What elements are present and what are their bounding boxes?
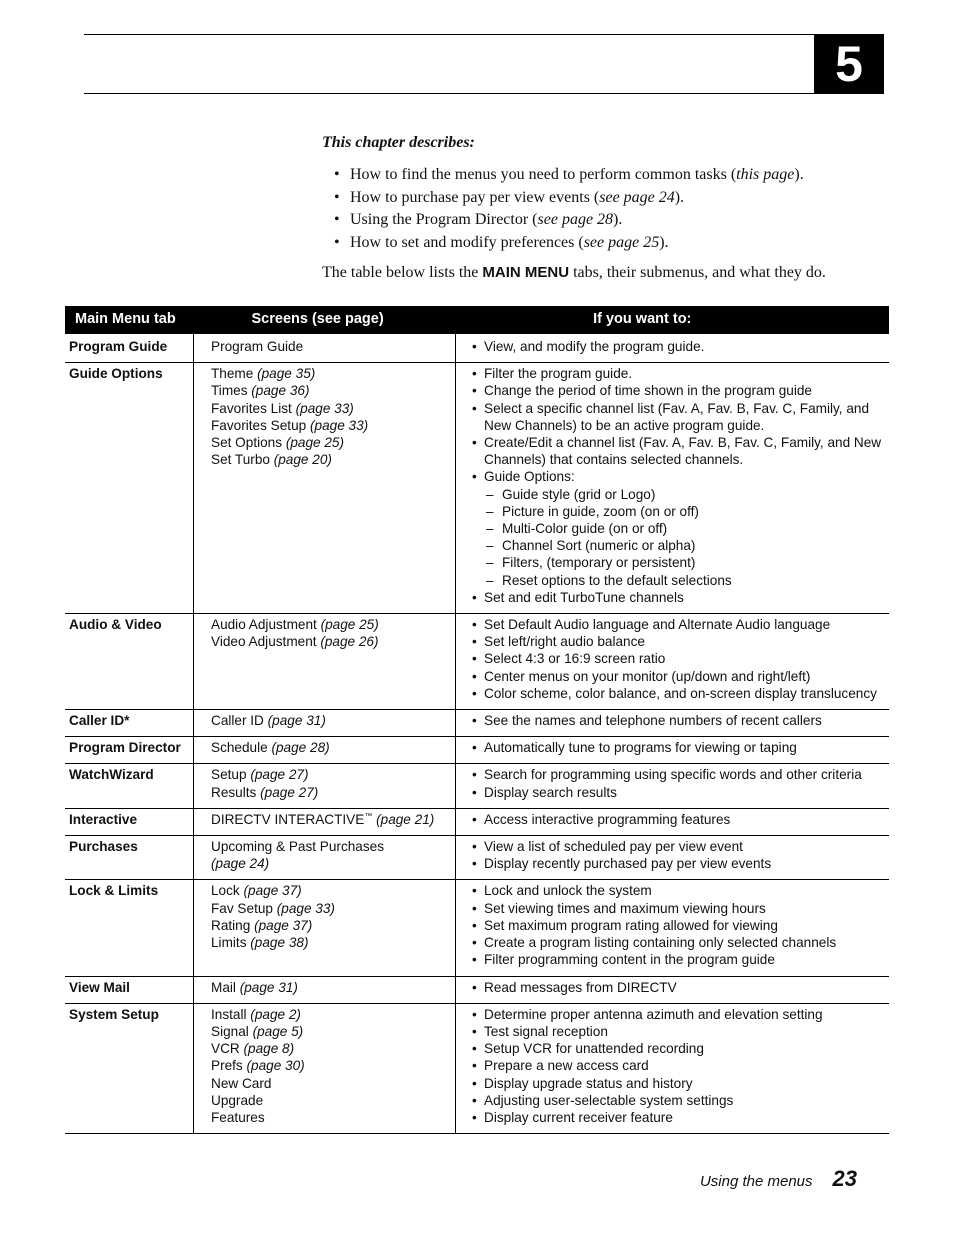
screen-entry xyxy=(211,739,451,756)
screen-page-ref: (page 8) xyxy=(243,1041,295,1057)
screen-entry xyxy=(211,838,451,855)
screen-name: Signal xyxy=(211,1023,253,1039)
screen-entry xyxy=(211,1075,451,1092)
action-item: • Filter the program guide. xyxy=(472,365,885,382)
action-item: • Read messages from DIRECTV xyxy=(472,979,885,996)
screen-entry xyxy=(211,1057,451,1074)
screen-entry xyxy=(211,1023,451,1040)
screen-name: Fav Setup xyxy=(211,900,277,916)
screen-name: Set Turbo xyxy=(211,452,274,468)
screen-page-ref: (page 37) xyxy=(254,917,313,933)
menu-tab-name: View Mail xyxy=(65,976,194,1003)
screen-name: Set Options xyxy=(211,435,286,451)
intro-bullet-list xyxy=(322,164,902,255)
action-item: • Lock and unlock the system xyxy=(472,882,885,899)
screens-cell xyxy=(194,737,456,764)
screen-page-ref: (page 30) xyxy=(246,1058,305,1074)
chapter-number: 5 xyxy=(835,36,863,92)
action-list xyxy=(472,838,885,872)
screen-name: Limits xyxy=(211,935,251,951)
menu-tab-name: WatchWizard xyxy=(65,764,194,808)
screen-entry xyxy=(211,766,451,783)
screen-entry xyxy=(211,616,451,633)
screen-page-ref: (page 24) xyxy=(211,856,270,872)
screen-name: Mail xyxy=(211,979,240,995)
column-header-screens: Screens (see page) xyxy=(194,306,456,334)
intro-bullet: • How to purchase pay per view events (see page 24). xyxy=(322,187,902,210)
screen-page-ref: (page 21) xyxy=(372,811,435,827)
screen-page-ref: (page 37) xyxy=(243,883,302,899)
table-row xyxy=(65,808,889,835)
screen-name: Theme xyxy=(211,366,258,382)
screen-name: Rating xyxy=(211,917,255,933)
screen-entry xyxy=(211,1040,451,1057)
action-item: • Display recently purchased pay per view events xyxy=(472,855,885,872)
actions-cell xyxy=(456,614,890,710)
screen-entry xyxy=(211,400,451,417)
screen-entry xyxy=(211,417,451,434)
action-item: • Adjusting user-selectable system settings xyxy=(472,1092,885,1109)
screen-entry xyxy=(211,1092,451,1109)
action-subitem: – Multi-Color guide (on or off) xyxy=(472,520,885,537)
screen-page-ref: (page 33) xyxy=(276,900,335,916)
action-item: • Access interactive programming features xyxy=(472,811,885,828)
page-footer xyxy=(700,1166,857,1192)
action-subitem: – Guide style (grid or Logo) xyxy=(472,486,885,503)
screen-entry xyxy=(211,434,451,451)
intro-bullet: • How to find the menus you need to perform common tasks (this page). xyxy=(322,164,902,187)
actions-cell xyxy=(456,764,890,808)
screen-name: VCR xyxy=(211,1041,244,1057)
action-list xyxy=(472,338,885,355)
action-item: • Create a program listing containing only selected channels xyxy=(472,934,885,951)
screen-entry xyxy=(211,633,451,650)
menu-tab-name: Lock & Limits xyxy=(65,880,194,976)
screen-name: Times xyxy=(211,383,252,399)
screen-entry xyxy=(211,811,451,828)
action-item: • Automatically tune to programs for viewing or taping xyxy=(472,739,885,756)
screen-page-ref: (page 2) xyxy=(250,1006,301,1022)
screen-entry xyxy=(211,382,451,399)
action-item: • View, and modify the program guide. xyxy=(472,338,885,355)
table-row xyxy=(65,764,889,808)
intro-heading: This chapter describes: xyxy=(322,134,475,151)
main-menu-table xyxy=(65,306,889,1134)
screen-entry xyxy=(211,784,451,801)
table-row xyxy=(65,1003,889,1133)
table-row xyxy=(65,334,889,363)
footer-section-title: Using the menus xyxy=(699,1173,813,1190)
screen-entry xyxy=(211,1109,451,1126)
screen-name: Upcoming & Past Purchases xyxy=(211,839,385,855)
menu-tab-name: System Setup xyxy=(65,1003,194,1133)
menu-tab-name: Caller ID* xyxy=(65,710,194,737)
action-list xyxy=(472,739,885,756)
actions-cell xyxy=(456,976,890,1003)
screens-cell xyxy=(194,880,456,976)
screen-name: Video Adjustment xyxy=(211,634,321,650)
action-item: • Center menus on your monitor (up/down and right/left) xyxy=(472,668,885,685)
action-item: • View a list of scheduled pay per view event xyxy=(472,838,885,855)
menu-tab-name: Program Guide xyxy=(65,334,194,363)
action-subitem: – Reset options to the default selections xyxy=(472,572,885,589)
trademark-mark: ™ xyxy=(364,811,373,821)
screen-page-ref: (page 27) xyxy=(260,784,319,800)
screen-name: Lock xyxy=(211,883,244,899)
actions-cell xyxy=(456,808,890,835)
screen-page-ref: (page 35) xyxy=(257,366,316,382)
action-item: • Search for programming using specific words and other criteria xyxy=(472,766,885,783)
action-item: • Determine proper antenna azimuth and elevation setting xyxy=(472,1006,885,1023)
screen-name: Results xyxy=(211,784,261,800)
action-subitem: – Filters, (temporary or persistent) xyxy=(472,554,885,571)
actions-cell xyxy=(456,836,890,880)
screen-name: Favorites Setup xyxy=(211,417,310,433)
screens-cell xyxy=(194,1003,456,1133)
table-row xyxy=(65,737,889,764)
table-row xyxy=(65,976,889,1003)
table-row xyxy=(65,363,889,614)
screen-page-ref: (page 25) xyxy=(285,435,345,451)
screen-entry xyxy=(211,882,451,899)
screen-page-ref: (page 20) xyxy=(273,452,332,468)
screens-cell xyxy=(194,710,456,737)
action-item: • Prepare a new access card xyxy=(472,1057,885,1074)
screen-page-ref: (page 38) xyxy=(250,935,309,951)
chapter-intro xyxy=(322,134,902,300)
action-item: • Set maximum program rating allowed for viewing xyxy=(472,917,885,934)
action-item: • Filter programming content in the program guide xyxy=(472,951,885,968)
action-item: • See the names and telephone numbers of recent callers xyxy=(472,712,885,729)
screen-page-ref: (page 33) xyxy=(295,400,354,416)
table-row xyxy=(65,836,889,880)
screen-entry xyxy=(211,900,451,917)
action-item: • Set Default Audio language and Alternate Audio language xyxy=(472,616,885,633)
screen-name: Setup xyxy=(211,767,251,783)
menu-tab-name: Program Director xyxy=(65,737,194,764)
table-row xyxy=(65,614,889,710)
screen-name: Audio Adjustment xyxy=(211,617,321,633)
screen-name: Prefs xyxy=(211,1058,247,1074)
screen-name: DIRECTV INTERACTIVE xyxy=(211,811,365,827)
screen-name: Program Guide xyxy=(211,339,304,354)
action-list xyxy=(472,766,885,800)
action-list xyxy=(472,1006,885,1126)
screen-page-ref: (page 5) xyxy=(252,1023,304,1039)
screens-cell xyxy=(194,363,456,614)
screen-name: Favorites List xyxy=(211,400,296,416)
screen-entry xyxy=(211,934,451,951)
action-item: • Setup VCR for unattended recording xyxy=(472,1040,885,1057)
screens-cell xyxy=(194,614,456,710)
actions-cell xyxy=(456,363,890,614)
action-item: • Set left/right audio balance xyxy=(472,633,885,650)
action-item: • Set and edit TurboTune channels xyxy=(472,589,885,606)
screen-page-ref: (page 31) xyxy=(239,979,298,995)
actions-cell xyxy=(456,1003,890,1133)
screen-name: Caller ID xyxy=(211,713,268,729)
action-list xyxy=(472,712,885,729)
screen-name: Features xyxy=(211,1109,265,1125)
action-list xyxy=(472,979,885,996)
table-row xyxy=(65,880,889,976)
actions-cell xyxy=(456,737,890,764)
action-item: • Select a specific channel list (Fav. A, Fav. B, Fav. C, Family, and New Channels) to be an active program guide. xyxy=(472,400,885,434)
screen-page-ref: (page 25) xyxy=(320,617,379,633)
screen-name: Schedule xyxy=(211,740,272,756)
screen-entry xyxy=(211,451,451,468)
screens-cell xyxy=(194,764,456,808)
screen-page-ref: (page 27) xyxy=(250,767,309,783)
header-rule-top xyxy=(84,34,814,35)
actions-cell xyxy=(456,880,890,976)
screen-entry xyxy=(211,365,451,382)
action-item: • Set viewing times and maximum viewing hours xyxy=(472,900,885,917)
action-item: • Color scheme, color balance, and on-screen display translucency xyxy=(472,685,885,702)
action-item: • Display upgrade status and history xyxy=(472,1075,885,1092)
intro-bullet: • Using the Program Director (see page 28). xyxy=(322,209,902,232)
screen-entry xyxy=(211,712,451,729)
screen-entry xyxy=(211,979,451,996)
action-item: • Display current receiver feature xyxy=(472,1109,885,1126)
menu-tab-name: Guide Options xyxy=(65,363,194,614)
intro-bullet: • How to set and modify preferences (see page 25). xyxy=(322,232,902,255)
screen-entry xyxy=(211,338,451,355)
action-item: • Display search results xyxy=(472,784,885,801)
screen-entry xyxy=(211,917,451,934)
actions-cell xyxy=(456,334,890,363)
screen-page-ref: (page 33) xyxy=(309,417,369,433)
action-list xyxy=(472,811,885,828)
action-item: • Guide Options: xyxy=(472,468,885,485)
action-item: • Create/Edit a channel list (Fav. A, Fav. B, Fav. C, Family, and New Channels) that contains selected channels. xyxy=(472,434,885,468)
screen-entry xyxy=(211,1006,451,1023)
intro-table-note: The table below lists the MAIN MENU tabs, their submenus, and what they do. xyxy=(322,263,826,281)
action-list xyxy=(472,616,885,702)
page-number: 23 xyxy=(832,1166,857,1191)
action-subitem: – Channel Sort (numeric or alpha) xyxy=(472,537,885,554)
actions-cell xyxy=(456,710,890,737)
screen-page-ref: (page 28) xyxy=(271,740,330,756)
table-header-row xyxy=(65,306,889,334)
action-list xyxy=(472,882,885,968)
screen-page-ref: (page 31) xyxy=(267,713,326,729)
menu-tab-name: Audio & Video xyxy=(65,614,194,710)
screen-page-ref: (page 36) xyxy=(251,383,310,399)
screens-cell xyxy=(194,836,456,880)
screen-name: Upgrade xyxy=(211,1092,264,1108)
column-header-tab: Main Menu tab xyxy=(65,306,194,334)
screen-page-ref: (page 26) xyxy=(320,634,379,650)
menu-tab-name: Interactive xyxy=(65,808,194,835)
table-row xyxy=(65,710,889,737)
screens-cell xyxy=(194,334,456,363)
action-subitem: – Picture in guide, zoom (on or off) xyxy=(472,503,885,520)
column-header-actions: If you want to: xyxy=(456,306,890,334)
action-item: • Select 4:3 or 16:9 screen ratio xyxy=(472,650,885,667)
action-list xyxy=(472,365,885,606)
action-item: • Test signal reception xyxy=(472,1023,885,1040)
screen-name: Install xyxy=(211,1006,251,1022)
screens-cell xyxy=(194,808,456,835)
menu-tab-name: Purchases xyxy=(65,836,194,880)
action-item: • Change the period of time shown in the program guide xyxy=(472,382,885,399)
screen-name: New Card xyxy=(211,1075,272,1091)
header-rule-bottom xyxy=(84,93,814,94)
screen-entry xyxy=(211,855,451,872)
screens-cell xyxy=(194,976,456,1003)
chapter-number-badge xyxy=(814,34,884,94)
